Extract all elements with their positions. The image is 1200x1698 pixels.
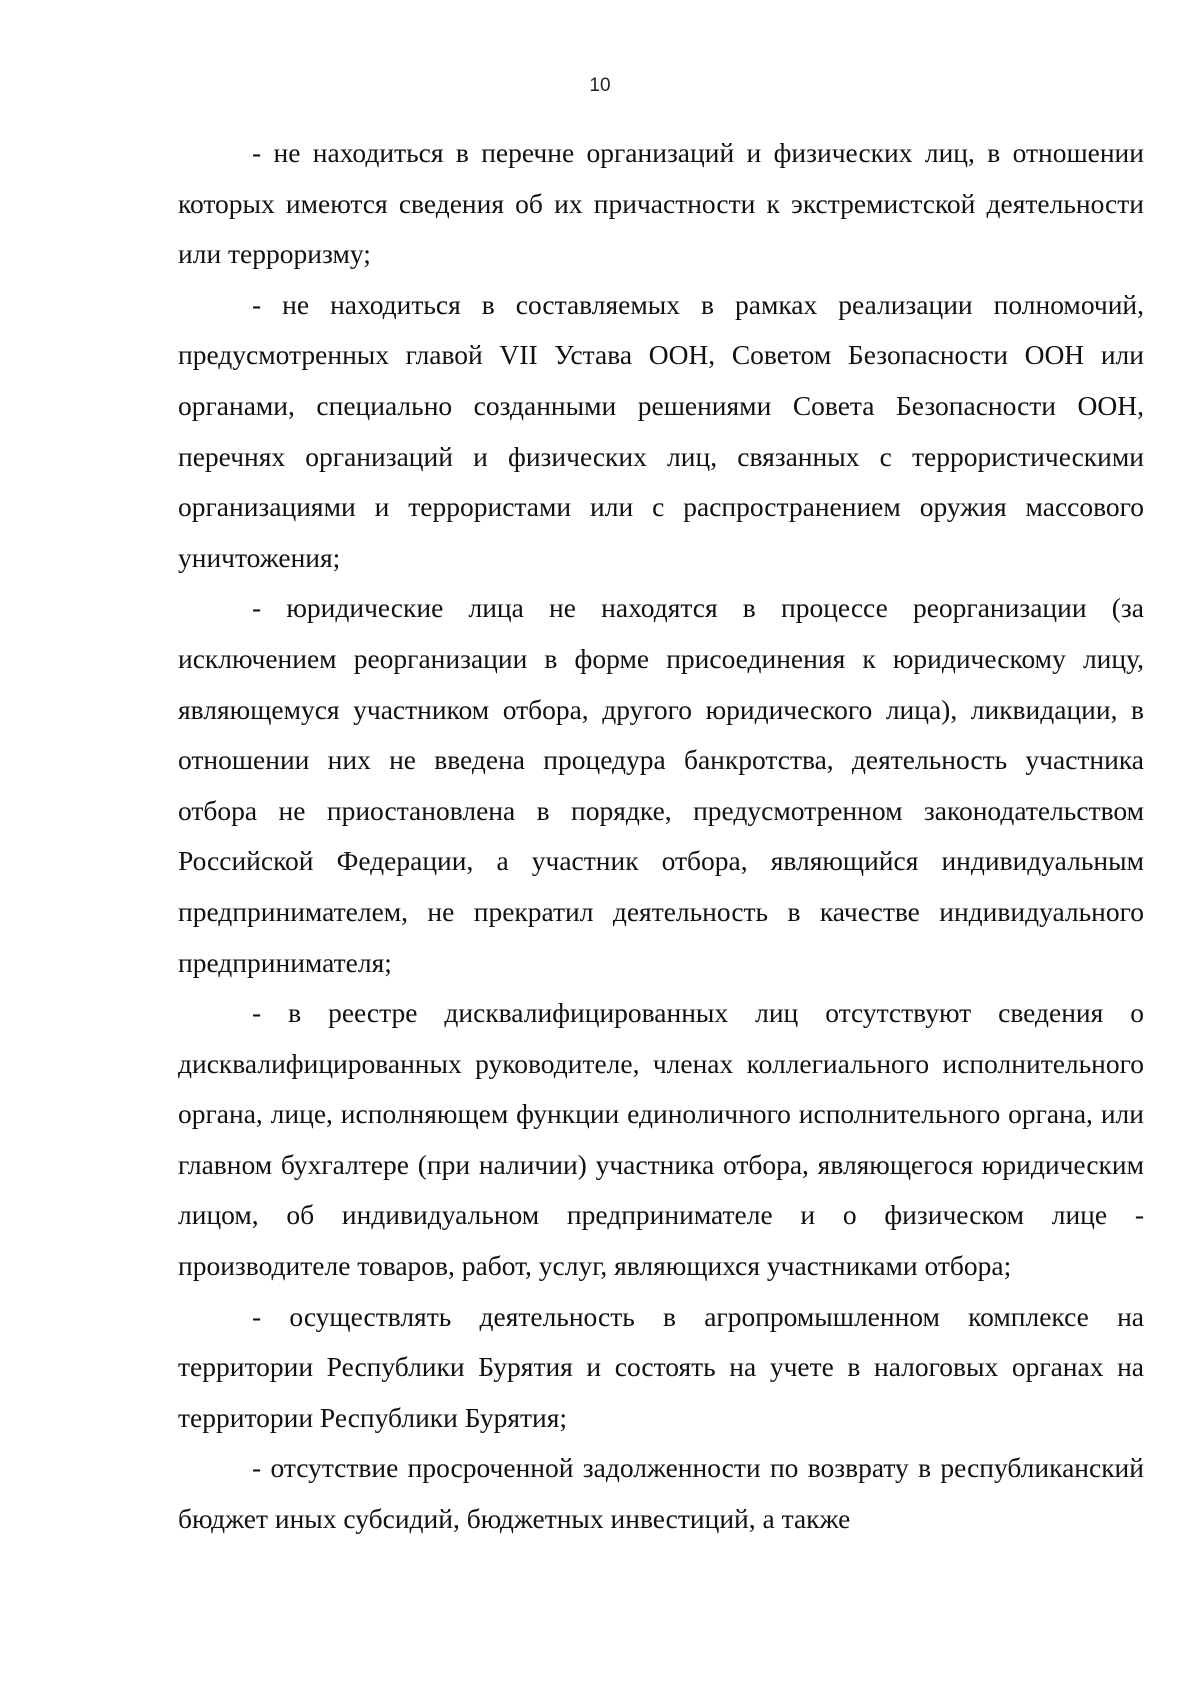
paragraph-extremism-list: - не находиться в перечне организаций и физических лиц, в отношении которых имеются сведения об их причастности к экстремистской деятельности или терроризму; (178, 137, 1144, 270)
paragraph-un-sanctions-list: - не находиться в составляемых в рамках реализации полномочий, предусмотренных главой VII Устава ООН, Советом Безопасности ООН или органами, специально созданными решениями Совета Безопасности ООН, перечнях организаций и физических лиц, связанных с террористическими организациями и террористами или с распространением оружия массового уничтожения; (178, 288, 1144, 573)
paragraph-reorganization-status: - юридические лица не находятся в процессе реорганизации (за исключением реорганизации в форме присоединения к юридическому лицу, являющемуся участником отбора, другого юридического лица), ликвидации, в отношении них не введена процедура банкротства, деятельность участника отбора не приостановлена в порядке, предусмотренном законодательством Российской Федерации, а участник отбора, являющийся индивидуальным предпринимателем, не прекратил деятельность в качестве индивидуального предпринимателя; (178, 592, 1144, 978)
paragraph-disqualified-persons: - в реестре дисквалифицированных лиц отсутствуют сведения о дисквалифицированных руководителе, членах коллегиального исполнительного органа, лице, исполняющем функции единоличного исполнительного органа, или главном бухгалтере (при наличии) участника отбора, являющегося юридическим лицом, об индивидуальном предпринимателе и о физическом лице - производителе товаров, работ, услуг, являющихся участниками отбора; (178, 997, 1144, 1282)
paragraph-no-overdue-debt: - отсутствие просроченной задолженности по возврату в республиканский бюджет иных субсидий, бюджетных инвестиций, а также (178, 1452, 1144, 1535)
paragraph-agro-activity: - осуществлять деятельность в агропромышленном комплексе на территории Республики Бурятия и состоять на учете в налоговых органах на территории Республики Бурятия; (178, 1300, 1144, 1433)
document-body (178, 128, 1144, 1545)
page-number: 10 (589, 75, 611, 96)
